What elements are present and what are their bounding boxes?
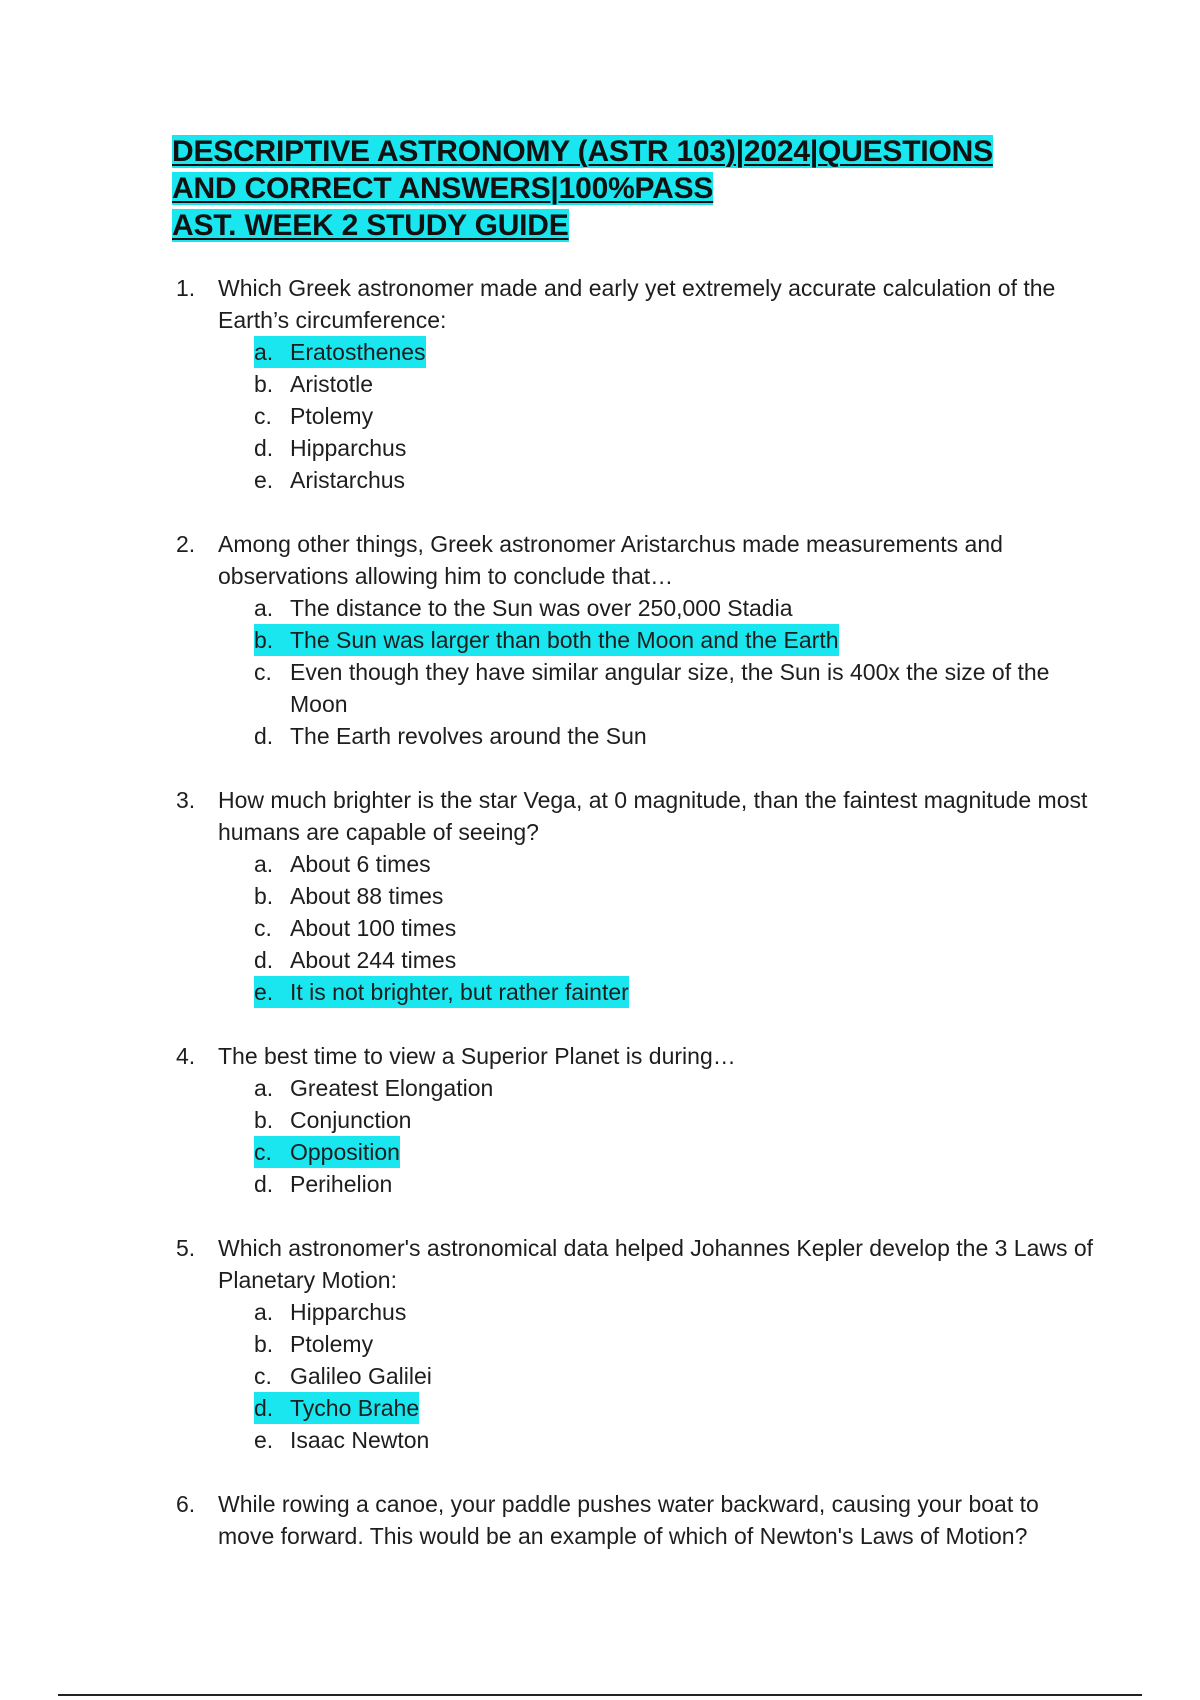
correct-answer-option [254, 976, 1096, 1008]
option-text: About 244 times [290, 947, 457, 973]
title-line-1: DESCRIPTIVE ASTRONOMY (ASTR 103)|2024|QUESTIONS [172, 135, 993, 168]
option-text: The Earth revolves around the Sun [290, 723, 647, 749]
option-label: c. [254, 915, 272, 941]
answer-option [254, 1328, 1096, 1360]
option-label: e. [254, 979, 274, 1005]
option-label: a. [254, 339, 274, 365]
answer-option [254, 464, 1096, 496]
option-text: Ptolemy [290, 1331, 374, 1357]
option-label: d. [254, 1171, 274, 1197]
option-label: d. [254, 723, 274, 749]
option-label: b. [254, 883, 274, 909]
answer-options [254, 848, 1096, 1008]
question-item [176, 784, 1096, 1008]
answer-options [254, 592, 1096, 752]
question-item [176, 272, 1096, 496]
option-label: a. [254, 1299, 274, 1325]
question-text: Which Greek astronomer made and early yet extremely accurate calculation of the Earth’s circumference: [218, 275, 1056, 333]
answer-option [254, 1424, 1096, 1456]
question-number: 6. [176, 1491, 196, 1517]
question-number: 4. [176, 1043, 196, 1069]
option-label: a. [254, 851, 274, 877]
question-item [176, 1488, 1096, 1552]
document-title [172, 133, 1092, 244]
option-text: About 88 times [290, 883, 444, 909]
option-label: d. [254, 435, 274, 461]
answer-option [254, 368, 1096, 400]
answer-options [254, 336, 1096, 496]
question-text: The best time to view a Superior Planet is during… [218, 1043, 736, 1069]
answer-option [254, 880, 1096, 912]
option-label: e. [254, 467, 274, 493]
option-text: Opposition [290, 1139, 400, 1165]
title-line-2: AND CORRECT ANSWERS|100%PASS [172, 172, 714, 205]
correct-answer-option [254, 336, 1096, 368]
answer-option [254, 1168, 1096, 1200]
option-label: e. [254, 1427, 274, 1453]
question-number: 3. [176, 787, 196, 813]
question-text: Which astronomer's astronomical data helped Johannes Kepler develop the 3 Laws of Planetary Motion: [218, 1235, 1094, 1293]
option-text: Perihelion [290, 1171, 393, 1197]
answer-option [254, 1104, 1096, 1136]
option-label: b. [254, 1107, 274, 1133]
question-text: How much brighter is the star Vega, at 0 magnitude, than the faintest magnitude most humans are capable of seeing? [218, 787, 1088, 845]
correct-answer-option [254, 1392, 1096, 1424]
option-label: c. [254, 659, 272, 685]
option-label: a. [254, 1075, 274, 1101]
option-text: About 6 times [290, 851, 431, 877]
answer-option [254, 912, 1096, 944]
answer-options [254, 1296, 1096, 1456]
option-text: Aristarchus [290, 467, 406, 493]
answer-option [254, 432, 1096, 464]
option-text: The distance to the Sun was over 250,000 Stadia [290, 595, 793, 621]
option-text: Galileo Galilei [290, 1363, 432, 1389]
answer-option [254, 720, 1096, 752]
question-number: 5. [176, 1235, 196, 1261]
option-text: Greatest Elongation [290, 1075, 494, 1101]
answer-options [254, 1072, 1096, 1200]
title-line-3: AST. WEEK 2 STUDY GUIDE [172, 209, 569, 242]
option-text: Ptolemy [290, 403, 374, 429]
question-list [176, 272, 1096, 1584]
option-text: Aristotle [290, 371, 374, 397]
option-label: b. [254, 371, 274, 397]
option-text: The Sun was larger than both the Moon and the Earth [290, 627, 839, 653]
question-item [176, 1232, 1096, 1456]
option-label: b. [254, 627, 274, 653]
answer-option [254, 656, 1096, 720]
question-text: Among other things, Greek astronomer Aristarchus made measurements and observations allowing him to conclude that… [218, 531, 1003, 589]
correct-answer-option [254, 1136, 1096, 1168]
option-text: Hipparchus [290, 435, 407, 461]
option-text: Even though they have similar angular size, the Sun is 400x the size of the Moon [290, 659, 1050, 717]
option-text: Tycho Brahe [290, 1395, 420, 1421]
option-label: d. [254, 947, 274, 973]
option-text: It is not brighter, but rather fainter [290, 979, 629, 1005]
option-label: b. [254, 1331, 274, 1357]
answer-option [254, 1072, 1096, 1104]
question-number: 1. [176, 275, 196, 301]
answer-option [254, 944, 1096, 976]
option-text: About 100 times [290, 915, 457, 941]
answer-option [254, 1296, 1096, 1328]
answer-option [254, 848, 1096, 880]
answer-option [254, 592, 1096, 624]
page-bottom-rule [58, 1694, 1142, 1696]
option-text: Hipparchus [290, 1299, 407, 1325]
question-item [176, 528, 1096, 752]
answer-option [254, 400, 1096, 432]
answer-option [254, 1360, 1096, 1392]
option-label: c. [254, 1139, 272, 1165]
question-number: 2. [176, 531, 196, 557]
option-label: d. [254, 1395, 274, 1421]
option-label: c. [254, 403, 272, 429]
correct-answer-option [254, 624, 1096, 656]
option-text: Isaac Newton [290, 1427, 430, 1453]
question-text: While rowing a canoe, your paddle pushes water backward, causing your boat to move forward. This would be an example of which of Newton's Laws of Motion? [218, 1491, 1039, 1549]
option-label: a. [254, 595, 274, 621]
option-text: Eratosthenes [290, 339, 426, 365]
question-item [176, 1040, 1096, 1200]
option-label: c. [254, 1363, 272, 1389]
option-text: Conjunction [290, 1107, 412, 1133]
